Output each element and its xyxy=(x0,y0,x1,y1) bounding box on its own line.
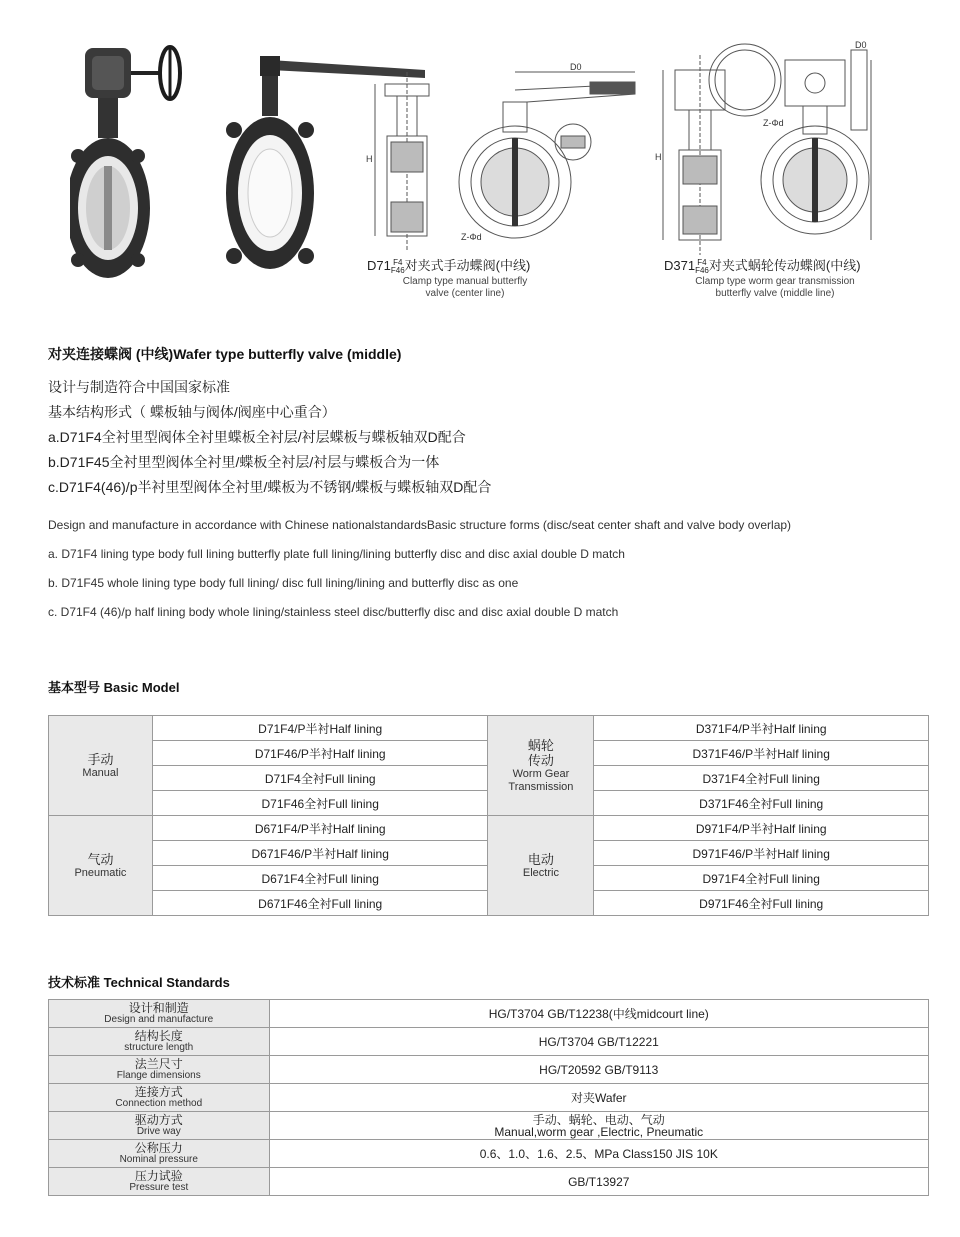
en-line: Design and manufacture in accordance with Chinese nationalstandardsBasic structure forms (disc/seat center shaft and valve body overlap) xyxy=(48,518,792,532)
standard-value: 手动、蜗轮、电动、气动 Manual,worm gear ,Electric, Pneumatic xyxy=(269,1112,928,1140)
section-heading: 对夹连接蝶阀 (中线)Wafer type butterfly valve (middle) xyxy=(48,346,402,362)
standard-value: 对夹Wafer xyxy=(269,1084,928,1112)
group-worm-gear: 蜗轮 传动 Worm Gear Transmission xyxy=(488,716,594,816)
cn-line: a.D71F4全衬里型阀体全衬里蝶板全衬层/衬层蝶板与蝶板轴双D配合 xyxy=(48,429,466,445)
standard-label: 设计和制造 Design and manufacture xyxy=(49,1000,270,1028)
group-electric: 电动 Electric xyxy=(488,816,594,916)
model-cell: D971F46全衬Full lining xyxy=(594,891,929,916)
standard-value: HG/T3704 GB/T12238(中线midcourt line) xyxy=(269,1000,928,1028)
model-cell: D971F4/P半衬Half lining xyxy=(594,816,929,841)
table-row xyxy=(49,816,929,841)
standard-label: 法兰尺寸 Flange dimensions xyxy=(49,1056,270,1084)
en-line: c. D71F4 (46)/p half lining body whole lining/stainless steel disc/butterfly disc and disc axial double D match xyxy=(48,605,619,619)
table-row xyxy=(49,1000,929,1028)
group-pneumatic: 气动 Pneumatic xyxy=(49,816,153,916)
model-cell: D671F4全衬Full lining xyxy=(152,866,488,891)
table-row xyxy=(49,1028,929,1056)
standard-label: 驱动方式 Drive way xyxy=(49,1112,270,1140)
group-manual: 手动 Manual xyxy=(49,716,153,816)
model-cell: D971F4全衬Full lining xyxy=(594,866,929,891)
zd-label-left: Z-Φd xyxy=(461,232,482,242)
manual-valve-drawing xyxy=(365,62,645,262)
cn-line: c.D71F4(46)/p半衬里型阀体全衬里/蝶板为不锈钢/蝶板与蝶板轴双D配合 xyxy=(48,479,492,495)
cn-line: b.D71F45全衬里型阀体全衬里/蝶板全衬层/衬层与蝶板合为一体 xyxy=(48,454,440,470)
model-cell: D371F4/P半衬Half lining xyxy=(594,716,929,741)
model-cell: D71F46/P半衬Half lining xyxy=(152,741,488,766)
model-cell: D371F46/P半衬Half lining xyxy=(594,741,929,766)
d0-label-right: D0 xyxy=(855,40,867,50)
en-line: b. D71F45 whole lining type body full lining/ disc full lining/lining and butterfly disc as one xyxy=(48,576,519,590)
table-row xyxy=(49,1112,929,1140)
standard-label: 结构长度 structure length xyxy=(49,1028,270,1056)
h-label-right: H xyxy=(655,152,662,162)
worm-gear-valve-drawing xyxy=(655,40,895,260)
worm-gear-valve-photo xyxy=(70,38,190,278)
model-cell: D71F46全衬Full lining xyxy=(152,791,488,816)
model-cell: D71F4/P半衬Half lining xyxy=(152,716,488,741)
left-figure-caption: D71 F4 F46 对夹式手动蝶阀(中线) xyxy=(367,257,531,275)
en-line: a. D71F4 lining type body full lining butterfly plate full lining/lining butterfly disc and disc axial double D match xyxy=(48,547,625,561)
standard-value: HG/T20592 GB/T9113 xyxy=(269,1056,928,1084)
model-cell: D971F46/P半衬Half lining xyxy=(594,841,929,866)
model-cell: D71F4全衬Full lining xyxy=(152,766,488,791)
zd-label-right: Z-Φd xyxy=(763,118,784,128)
h-label-left: H xyxy=(366,154,373,164)
cn-line: 设计与制造符合中国国家标准 xyxy=(48,379,230,395)
cn-line: 基本结构形式（ 蝶板轴与阀体/阀座中心重合） xyxy=(48,404,336,420)
table-row xyxy=(49,1084,929,1112)
model-cell: D671F4/P半衬Half lining xyxy=(152,816,488,841)
tech-standards-table xyxy=(48,999,929,1196)
tech-standards-title: 技术标准 Technical Standards xyxy=(48,975,230,990)
table-row xyxy=(49,1140,929,1168)
d0-label-left: D0 xyxy=(570,62,582,72)
basic-model-table xyxy=(48,715,929,916)
standard-value: GB/T13927 xyxy=(269,1168,928,1196)
standard-label: 压力试验 Pressure test xyxy=(49,1168,270,1196)
model-cell: D371F46全衬Full lining xyxy=(594,791,929,816)
model-cell: D671F46/P半衬Half lining xyxy=(152,841,488,866)
basic-model-title: 基本型号 Basic Model xyxy=(48,680,180,695)
standard-value: 0.6、1.0、1.6、2.5、MPa Class150 JIS 10K xyxy=(269,1140,928,1168)
model-cell: D371F4全衬Full lining xyxy=(594,766,929,791)
table-row xyxy=(49,1168,929,1196)
model-cell: D671F46全衬Full lining xyxy=(152,891,488,916)
table-row xyxy=(49,1056,929,1084)
standard-label: 连接方式 Connection method xyxy=(49,1084,270,1112)
standard-value: HG/T3704 GB/T12221 xyxy=(269,1028,928,1056)
standard-label: 公称压力 Nominal pressure xyxy=(49,1140,270,1168)
right-figure-caption: D371 F4 F46 对夹式蜗轮传动蝶阀(中线) xyxy=(664,257,861,275)
table-row xyxy=(49,716,929,741)
right-figure-subcaption: Clamp type worm gear transmission butterfly valve (middle line) xyxy=(695,276,855,299)
left-figure-subcaption: Clamp type manual butterfly valve (center line) xyxy=(402,276,528,299)
